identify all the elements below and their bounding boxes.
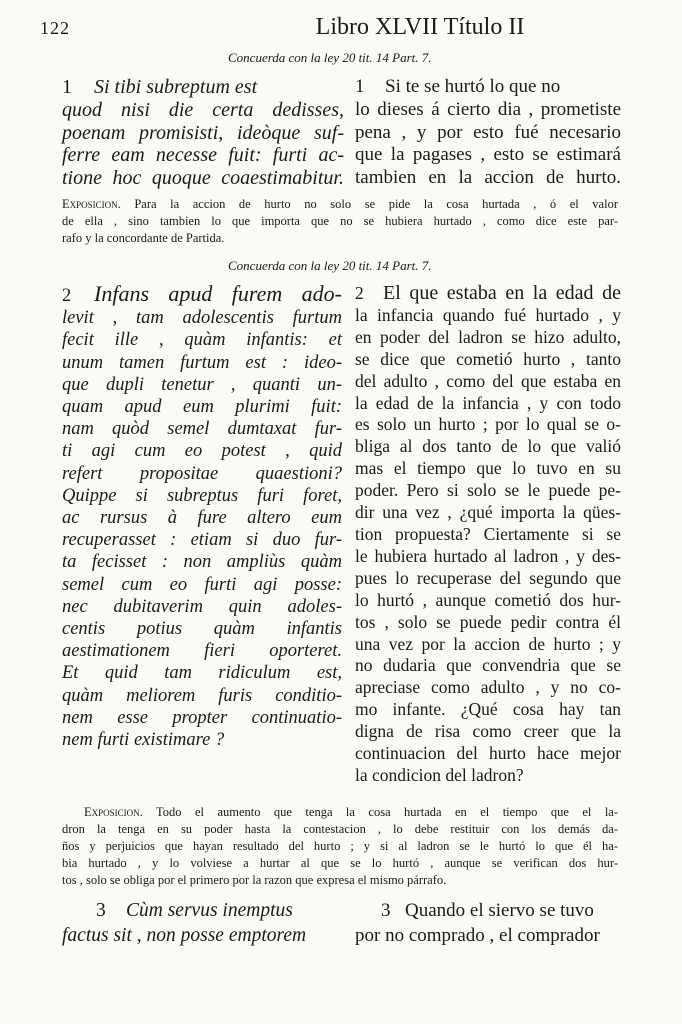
latin-line: quod nisi die certa dedisses, <box>62 98 344 121</box>
latin-line: nam quòd semel dumtaxat fur- <box>62 419 342 440</box>
exposition-line: ños y perjuicios que hayan resultado del hurto ; y si al ladron se le hurtó lo que él ha- <box>62 839 618 853</box>
latin-line: quam apud eum plurimi fuit: <box>62 397 342 418</box>
latin-line: nec dubitaverim quin adoles- <box>62 596 342 617</box>
latin-line: factus sit , non posse emptorem <box>62 925 307 946</box>
spanish-line: poder. Pero si solo se le puede pe- <box>355 480 621 501</box>
concordance-note-2: Concuerda con la ley 20 tit. 14 Part. 7. <box>228 258 432 273</box>
spanish-line: es solo un hurto ; por lo qual se o- <box>355 414 621 435</box>
exposition-label: Exposicion. <box>84 805 143 819</box>
spanish-line: una vez por la accion de hurto ; y <box>355 633 621 654</box>
latin-line: ac rursus à fure altero eum <box>62 508 342 529</box>
spanish-line: mas el tiempo que lo tuvo en su <box>355 458 621 479</box>
spanish-line: le hubiera hurtado al ladron , y des- <box>355 545 621 566</box>
spanish-line: la condicion del ladron? <box>355 764 524 785</box>
spanish-line: digna de risa como creer que la <box>355 721 621 742</box>
paragraph-number: 2 <box>355 283 364 303</box>
spanish-text-3 <box>355 898 621 948</box>
spanish-line: mo infante. ¿Qué cosa hay tan <box>355 699 621 720</box>
paragraph-number: 1 <box>62 76 72 98</box>
latin-line: tione hoc quoque coaestimabitur. <box>62 167 344 190</box>
page-header <box>40 14 640 46</box>
latin-line: fecit ille , quàm infantis: et <box>62 330 342 351</box>
latin-text-1 <box>62 76 344 190</box>
spanish-line: apreciase como adulto , y no co- <box>355 677 621 698</box>
latin-text-2 <box>62 283 342 751</box>
concordance-note-1: Concuerda con la ley 20 tit. 14 Part. 7. <box>228 50 432 65</box>
spanish-line: no dudaria que convendria que se <box>355 655 621 676</box>
latin-line: ta fecisset : non ampliùs quàm <box>62 552 342 573</box>
latin-line: poenam promisisti, ideòque suf- <box>62 121 344 144</box>
exposition-line: tos , solo se obliga por el primero por la razon que expresa el mismo párrafo. <box>62 873 447 887</box>
latin-line: Et quid tam ridiculum est, <box>62 663 342 684</box>
spanish-line: El que estaba en la edad de <box>383 282 621 304</box>
spanish-line: por no comprado , el comprador <box>355 925 600 946</box>
spanish-line: dir una vez , ¿qué importa la qües- <box>355 502 621 523</box>
latin-line: aestimationem fieri oporteret. <box>62 641 342 662</box>
spanish-line: tambien en la accion de hurto. <box>355 167 621 189</box>
latin-line: semel cum eo furti agi posse: <box>62 574 342 595</box>
spanish-line: lo dieses á cierto dia , prometiste <box>355 98 621 120</box>
paragraph-number: 2 <box>62 286 72 306</box>
spanish-line: Quando el siervo se tuvo <box>405 900 594 921</box>
latin-line: levit , tam adolescentis furtum <box>62 308 342 329</box>
latin-line: nem furti existimare ? <box>62 730 225 751</box>
paragraph-2 <box>62 283 622 788</box>
exposition-2 <box>84 804 618 821</box>
spanish-line: se dice que cometió hurto , tanto <box>355 348 621 369</box>
latin-line: nem esse propter continuatio- <box>62 707 342 728</box>
latin-line: ti agi cum eo potest , quid <box>62 441 342 462</box>
exposition-2-continued <box>62 821 618 889</box>
exposition-line: de ella , sino tambien lo que importa que no se hubiera hurtado , como dice este par- <box>62 214 618 228</box>
spanish-line: en poder del ladron se hizo adulto, <box>355 326 621 347</box>
spanish-line: tion propuesta? Ciertamente si se <box>355 523 621 544</box>
spanish-line: que la pagases , esto se estimará <box>355 144 621 166</box>
spanish-line: pena , y por esto fué necesario <box>355 121 621 143</box>
exposition-line: rafo y la concordante de Partida. <box>62 231 225 245</box>
spanish-line: Si te se hurtó lo que no <box>385 76 561 97</box>
latin-line: Infans apud furem ado- <box>94 281 342 306</box>
paragraph-number: 3 <box>381 900 391 921</box>
spanish-line: bliga al dos tanto de lo que valió <box>355 436 621 457</box>
latin-line: que dupli tenetur , quanti un- <box>62 374 342 395</box>
running-title: Libro XLVII Título II <box>315 14 525 40</box>
page-number: 122 <box>40 18 70 38</box>
spanish-line: del adulto , como del que estaba en <box>355 370 621 391</box>
paragraph-number: 1 <box>355 76 365 97</box>
spanish-line: pues lo recuperase del segundo que <box>355 567 621 588</box>
latin-line: centis potius quàm infantis <box>62 619 342 640</box>
spanish-text-1 <box>355 76 621 190</box>
exposition-line: Todo el aumento que tenga la cosa hurtada en el tiempo que el la- <box>156 805 618 819</box>
exposition-line: bia hurtado , y lo volviese a hurtar al que se lo hurtó , aunque se verifican dos hur- <box>62 856 618 870</box>
latin-line: Cùm servus inemptus <box>126 900 293 921</box>
exposition-line: Para la accion de hurto no solo se pide la cosa hurtada , ó el valor <box>134 197 618 211</box>
latin-line: unum tamen furtum est : ideo- <box>62 352 342 373</box>
latin-line: quàm meliorem furis conditio- <box>62 685 342 706</box>
latin-line: ferre eam necesse fuit: furti ac- <box>62 144 344 167</box>
spanish-line: continuacion del hurto hace mejor <box>355 743 621 764</box>
latin-line: Quippe si subreptus furi foret, <box>62 485 342 506</box>
latin-text-3 <box>62 898 342 948</box>
latin-line: refert propositae quaestioni? <box>62 463 342 484</box>
spanish-line: la edad de la infancia , y con todo <box>355 392 621 413</box>
spanish-line: tos , solo se puede pedir contra él <box>355 611 621 632</box>
exposition-label: Exposicion. <box>62 197 121 211</box>
spanish-line: lo hurtó , aunque cometió dos hur- <box>355 589 621 610</box>
exposition-1 <box>62 196 618 247</box>
paragraph-3 <box>62 898 622 954</box>
exposition-line: dron la tenga en su poder hasta la contestacion , lo debe restituir con los demás da- <box>62 822 618 836</box>
paragraph-number: 3 <box>96 900 106 921</box>
spanish-line: la infancia quando fué hurtado , y <box>355 304 621 325</box>
latin-line: recuperasset : etiam si duo fur- <box>62 530 342 551</box>
paragraph-1 <box>62 76 622 191</box>
latin-line: Si tibi subreptum est <box>94 76 258 98</box>
spanish-text-2 <box>355 283 621 787</box>
